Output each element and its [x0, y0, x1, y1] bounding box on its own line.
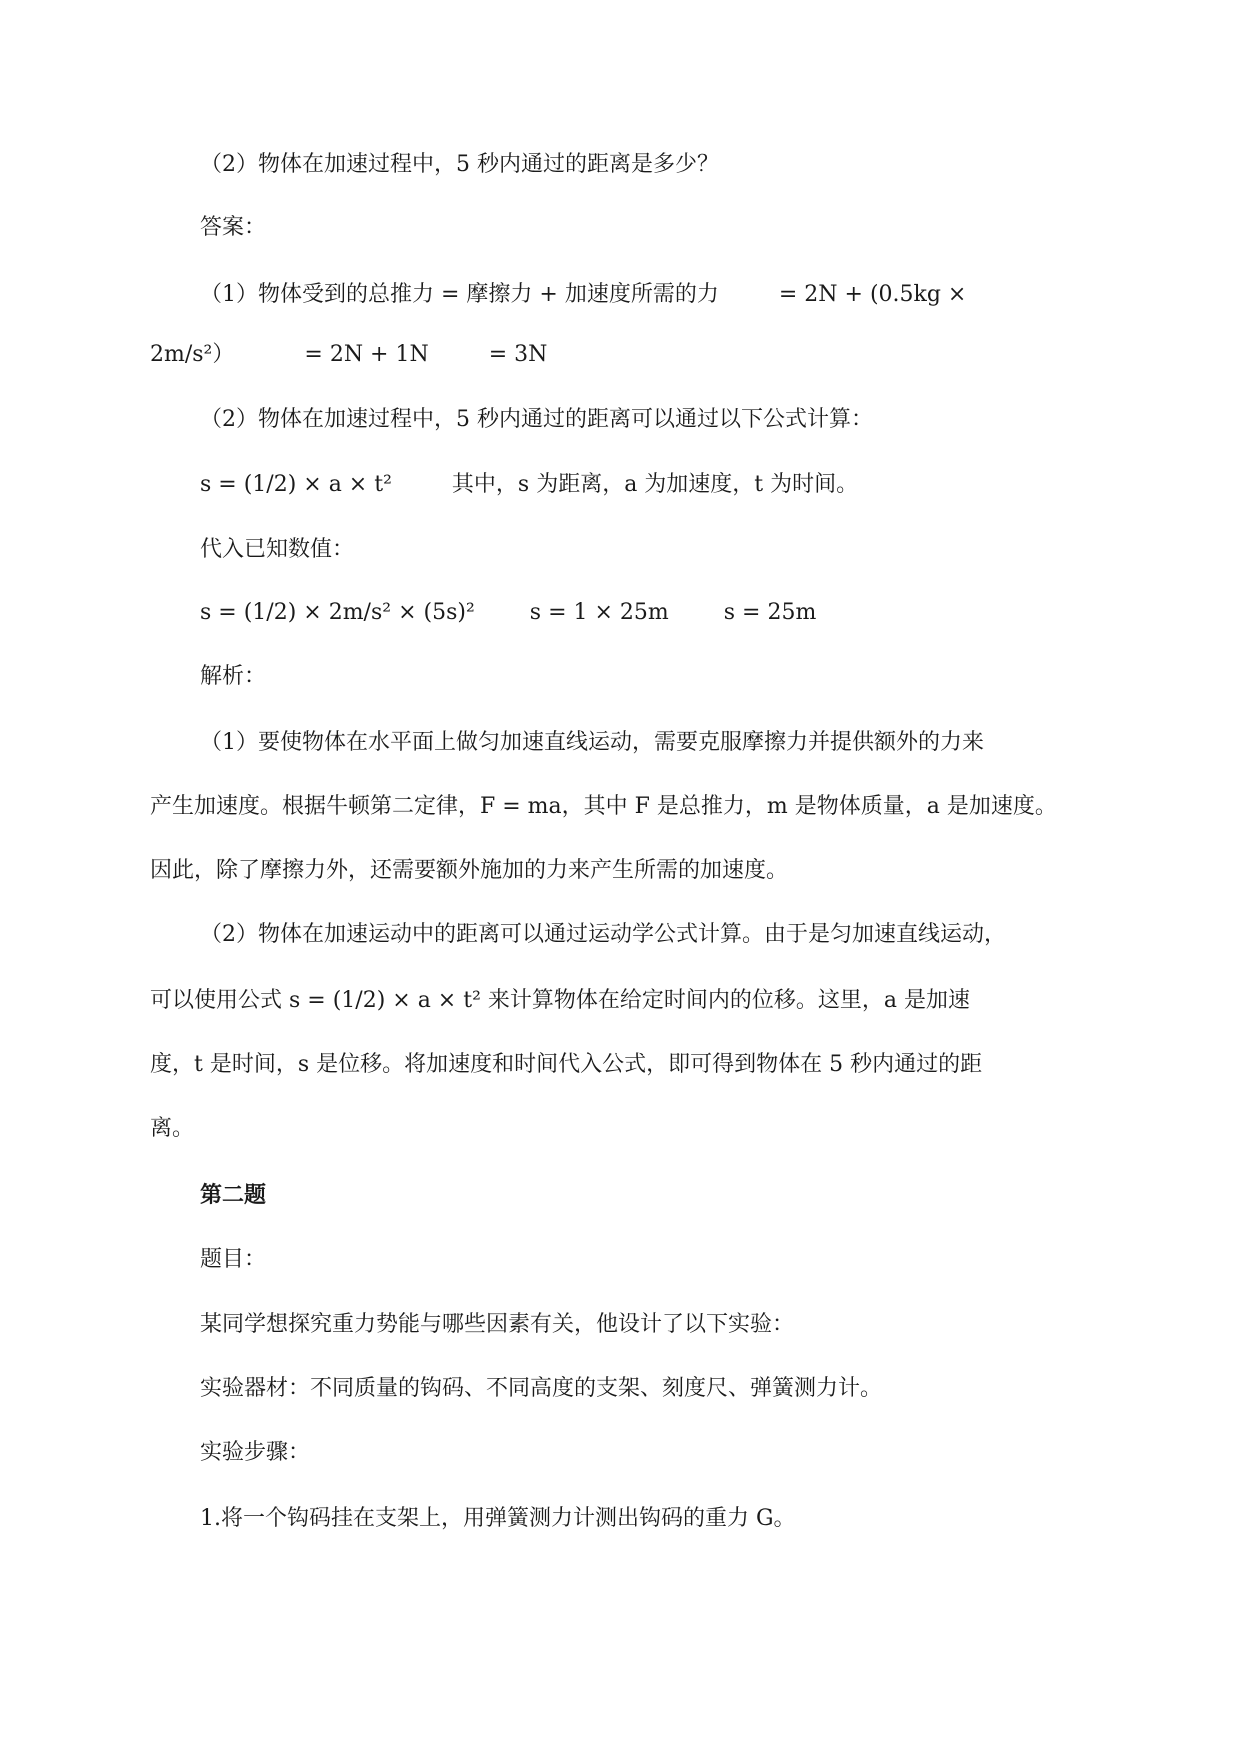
question-heading: 题目： [200, 1247, 267, 1272]
analysis-part-2-line-2: 可以使用公式 s = (1/2) × a × t² 来计算物体在给定时间内的位移。这里，a 是加速 [150, 988, 970, 1013]
analysis-part-1-line-3: 因此，除了摩擦力外，还需要额外施加的力来产生所需的加速度。 [150, 858, 789, 883]
experiment-step-1: 1.将一个钩码挂在支架上，用弹簧测力计测出钩码的重力 G。 [200, 1506, 796, 1531]
formula-line [200, 470, 858, 500]
answer-part-1-calc-b: 2m/s²） [150, 342, 235, 367]
substitute-heading: 代入已知数值： [200, 537, 355, 562]
analysis-part-1-line-2: 产生加速度。根据牛顿第二定律，F = ma，其中 F 是总推力，m 是物体质量，a 是加速度。 [150, 794, 1057, 819]
question-2-prompt: 某同学想探究重力势能与哪些因素有关，他设计了以下实验： [200, 1312, 795, 1337]
answer-part-1-calc-a: = 2N + (0.5kg × [778, 282, 967, 307]
section-title-question-2: 第二题 [200, 1182, 267, 1208]
analysis-part-2-line-1: （2）物体在加速运动中的距离可以通过运动学公式计算。由于是匀加速直线运动， [200, 922, 1006, 947]
answer-part-1-line-2 [150, 340, 547, 370]
calculation-step-1: s = (1/2) × 2m/s² × (5s)² [200, 600, 475, 625]
analysis-part-2-line-4: 离。 [150, 1116, 195, 1141]
calculation-line [200, 598, 816, 628]
analysis-part-1-line-1: （1）要使物体在水平面上做匀加速直线运动，需要克服摩擦力并提供额外的力来 [200, 730, 984, 755]
answer-part-2-intro: （2）物体在加速过程中，5 秒内通过的距离可以通过以下公式计算： [200, 407, 873, 432]
answer-part-1-line-1 [200, 280, 966, 310]
experiment-steps-heading: 实验步骤： [200, 1440, 311, 1465]
analysis-heading: 解析： [200, 664, 267, 689]
answer-part-1-result: = 3N [488, 342, 548, 367]
formula-explanation: 其中，s 为距离，a 为加速度，t 为时间。 [451, 472, 859, 497]
answer-part-1-calc-c: = 2N + 1N [304, 342, 429, 367]
calculation-step-2: s = 1 × 25m [529, 600, 669, 625]
experiment-materials: 实验器材：不同质量的钩码、不同高度的支架、刻度尺、弹簧测力计。 [200, 1376, 883, 1401]
analysis-part-2-line-3: 度，t 是时间，s 是位移。将加速度和时间代入公式，即可得到物体在 5 秒内通过的距 [150, 1052, 983, 1077]
calculation-result: s = 25m [723, 600, 817, 625]
answer-heading: 答案： [200, 215, 267, 240]
answer-part-1-text: （1）物体受到的总推力 = 摩擦力 + 加速度所需的力 [200, 282, 719, 307]
question-part-2: （2）物体在加速过程中，5 秒内通过的距离是多少？ [200, 152, 719, 177]
formula: s = (1/2) × a × t² [200, 472, 392, 497]
